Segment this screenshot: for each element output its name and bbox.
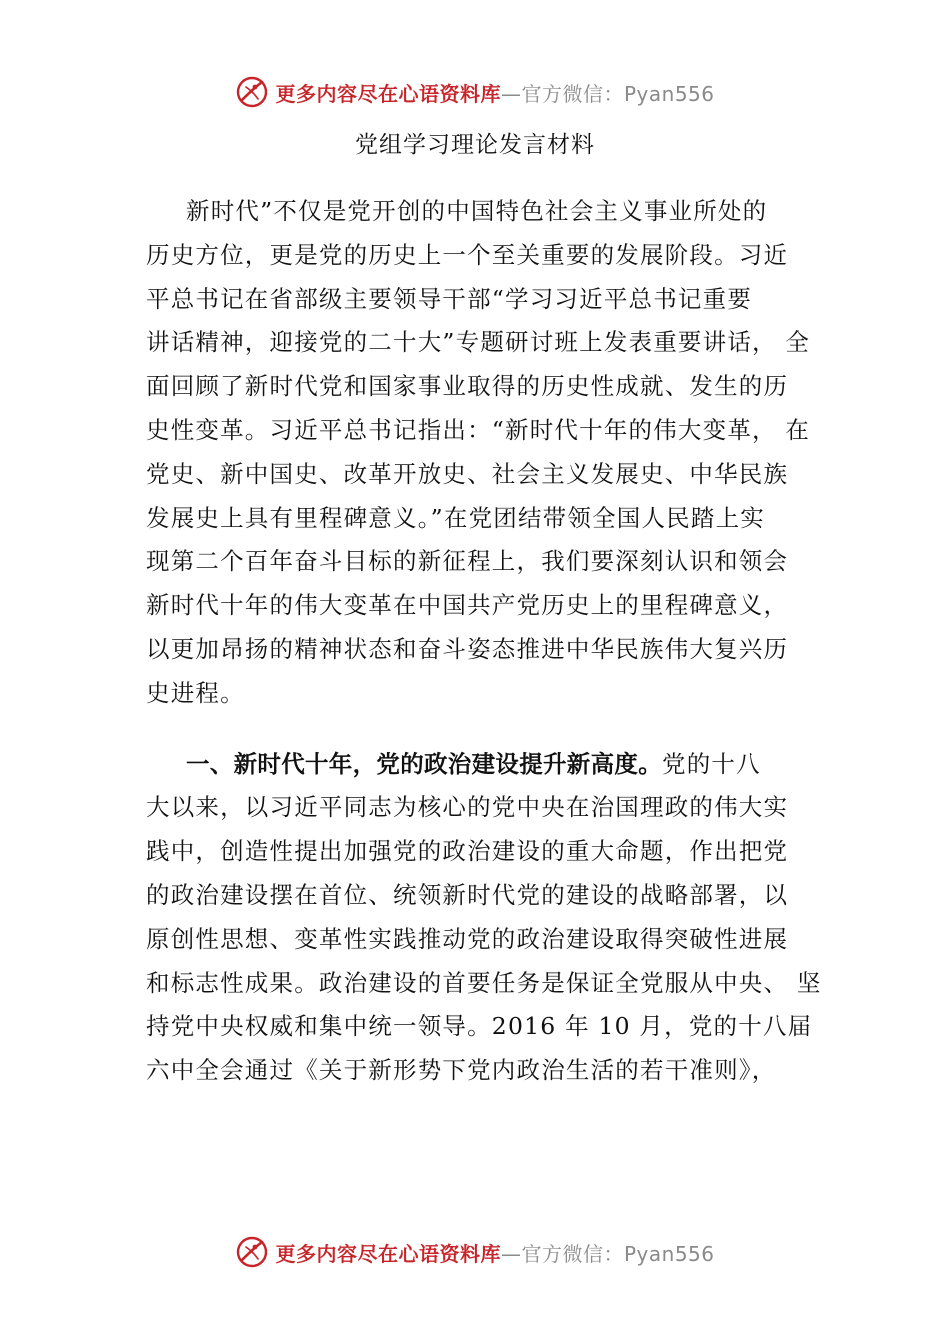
watermark-text	[275, 1238, 714, 1267]
heading-line-rest: 党的十八	[662, 749, 761, 778]
text-line: 党史、新中国史、改革开放史、社会主义发展史、中华民族	[146, 459, 789, 488]
text-line: 史性变革。习近平总书记指出：“新时代十年的伟大变革， 在	[146, 415, 811, 444]
watermark-banner-top	[0, 70, 950, 114]
document-body	[146, 190, 826, 1093]
paragraph-1	[146, 190, 826, 716]
watermark-separator: —官方微信：	[500, 81, 624, 106]
text-line: 历史方位，更是党的历史上一个至关重要的发展阶段。习近	[146, 240, 789, 269]
text-line: 践中，创造性提出加强党的政治建设的重大命题，作出把党	[146, 837, 789, 866]
text-line: 发展史上具有里程碑意义。”在党团结带领全国人民踏上实	[146, 503, 765, 532]
watermark-brand: 更多内容尽在心语资料库	[275, 81, 501, 106]
watermark-separator: —官方微信：	[500, 1241, 624, 1266]
text-line: 六中全会通过《关于新形势下党内政治生活的若干准则》，	[146, 1056, 777, 1085]
text-line: 史进程。	[146, 678, 245, 707]
text-line: 新时代”不仅是党开创的中国特色社会主义事业所处的	[186, 197, 768, 225]
section-heading: 一、新时代十年，党的政治建设提升新高度。	[186, 749, 662, 778]
text-line: 讲话精神，迎接党的二十大”专题研讨班上发表重要讲话， 全	[146, 328, 811, 357]
text-line: 面回顾了新时代党和国家事业取得的历史性成就、发生的历	[146, 372, 789, 401]
text-line: 以更加昂扬的精神状态和奋斗姿态推进中华民族伟大复兴历	[146, 634, 789, 663]
watermark-account: Pyan556	[623, 81, 715, 106]
text-line: 现第二个百年奋斗目标的新征程上，我们要深刻认识和领会	[146, 547, 789, 576]
watermark-text	[275, 78, 714, 107]
text-line: 的政治建设摆在首位、统领新时代党的建设的战略部署，以	[146, 880, 789, 909]
text-line: 持党中央权威和集中统一领导。2016 年 10 月，党的十八届	[146, 1012, 813, 1041]
brand-logo-icon	[235, 1235, 269, 1269]
document-title: 党组学习理论发言材料	[355, 132, 595, 158]
text-line: 和标志性成果。政治建设的首要任务是保证全党服从中央、 坚	[146, 968, 822, 997]
text-line: 大以来，以习近平同志为核心的党中央在治国理政的伟大实	[146, 793, 789, 822]
watermark-account: Pyan556	[623, 1241, 715, 1266]
brand-logo-icon	[235, 75, 269, 109]
text-line: 原创性思想、变革性实践推动党的政治建设取得突破性进展	[146, 924, 789, 953]
text-line	[146, 743, 826, 787]
text-line: 平总书记在省部级主要领导干部“学习习近平总书记重要	[146, 284, 753, 313]
watermark-banner-bottom	[0, 1230, 950, 1274]
text-line: 新时代十年的伟大变革在中国共产党历史上的里程碑意义，	[146, 591, 789, 620]
watermark-brand: 更多内容尽在心语资料库	[275, 1241, 501, 1266]
paragraph-2	[146, 743, 826, 1093]
